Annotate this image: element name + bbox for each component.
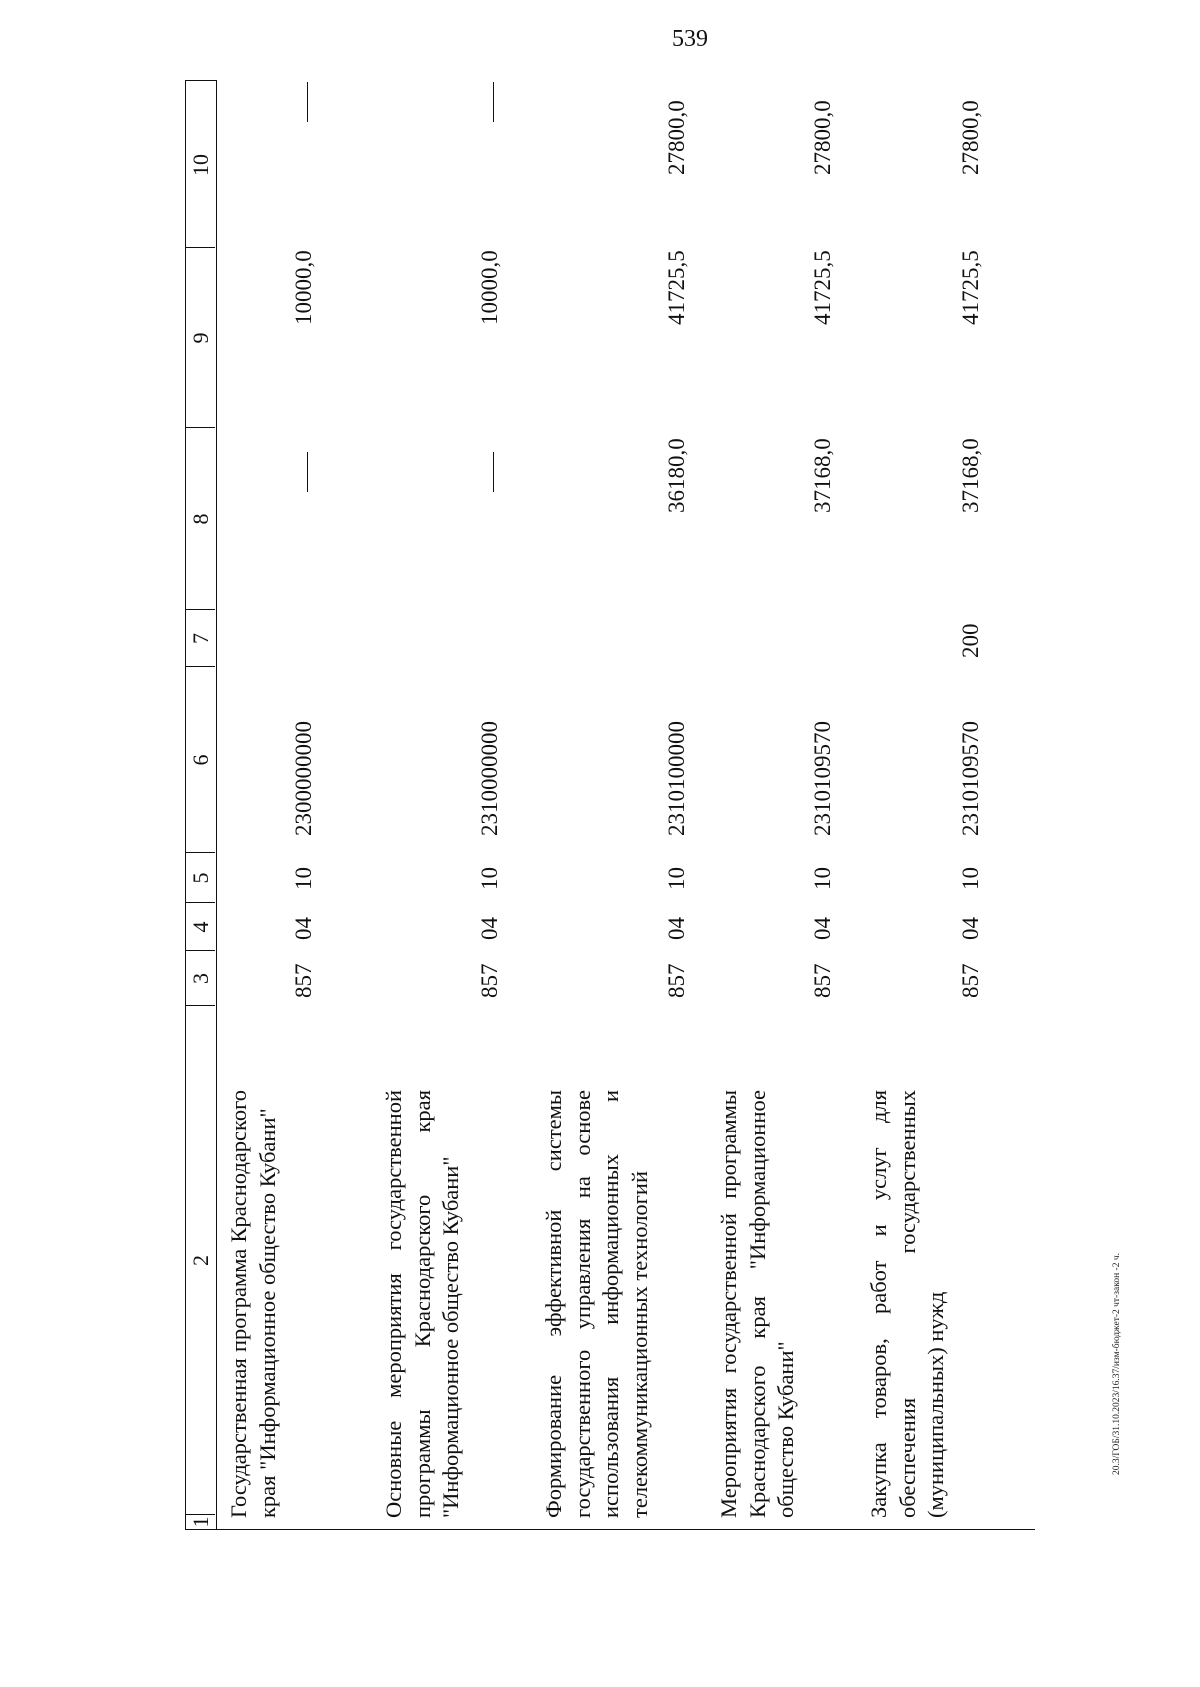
cell-col-10: 27800,0 <box>664 100 689 175</box>
cell-col-9: 10000,0 <box>291 250 316 325</box>
header-col-9: 9 <box>188 332 213 344</box>
cell-col-10-dash <box>493 82 494 122</box>
header-col-6: 6 <box>188 754 213 766</box>
row-description: Основные мероприятия государственной программы Краснодарского края "Информационное общество Кубани" <box>381 1090 463 1518</box>
cell-col-4: 04 <box>477 917 502 940</box>
table-row <box>225 80 381 1530</box>
footer-document-code: 20.3/ГОБ/31.10.2023/16.37/изм-бюджет-2 чт-закон -2 ч. <box>1112 1253 1122 1475</box>
budget-table <box>185 80 1035 1530</box>
cell-col-5: 10 <box>664 867 689 890</box>
cell-col-4: 04 <box>664 917 689 940</box>
header-col-3: 3 <box>188 973 213 984</box>
table-row <box>540 80 696 1530</box>
cell-col-8: 37168,0 <box>958 438 983 513</box>
row-description: Мероприятия государственной программы Краснодарского края "Информационное общество Кубани" <box>716 1090 798 1518</box>
page-number: 539 <box>672 26 708 52</box>
table-row <box>865 80 1021 1530</box>
cell-col-9: 41725,5 <box>664 250 689 325</box>
header-col-8: 8 <box>188 513 213 525</box>
header-col-1: 1 <box>188 1516 213 1528</box>
cell-col-6: 2310100000 <box>664 721 689 836</box>
cell-col-5: 10 <box>477 867 502 890</box>
header-col-2: 2 <box>188 1255 213 1266</box>
cell-col-3: 857 <box>664 963 689 998</box>
cell-col-4: 04 <box>958 917 983 940</box>
row-description: Государственная программа Краснодарского края "Информационное общество Кубани" <box>226 1090 280 1518</box>
cell-col-5: 10 <box>291 867 316 890</box>
table-row <box>715 80 871 1530</box>
cell-col-8-dash <box>307 452 308 492</box>
cell-col-6: 2310109570 <box>810 721 835 836</box>
table-row <box>380 80 536 1530</box>
header-col-5: 5 <box>188 872 213 884</box>
cell-col-7: 200 <box>958 623 983 658</box>
cell-col-3: 857 <box>958 963 983 998</box>
cell-col-10: 27800,0 <box>958 100 983 175</box>
cell-col-9: 41725,5 <box>958 250 983 325</box>
cell-col-5: 10 <box>958 867 983 890</box>
cell-col-3: 857 <box>810 963 835 998</box>
cell-col-4: 04 <box>291 917 316 940</box>
header-col-4: 4 <box>188 921 213 933</box>
cell-col-5: 10 <box>810 867 835 890</box>
cell-col-6: 2310109570 <box>958 721 983 836</box>
cell-col-3: 857 <box>477 963 502 998</box>
cell-col-4: 04 <box>810 917 835 940</box>
cell-col-10-dash <box>307 82 308 122</box>
table-header-row <box>185 80 217 1530</box>
header-col-7: 7 <box>188 633 213 644</box>
row-description: Закупка товаров, работ и услуг для обеспечения государственных (муниципальных) нужд <box>866 1090 948 1518</box>
cell-col-9: 10000,0 <box>477 250 502 325</box>
cell-col-3: 857 <box>291 963 316 998</box>
cell-col-8: 36180,0 <box>664 438 689 513</box>
cell-col-9: 41725,5 <box>810 250 835 325</box>
row-description: Формирование эффективной системы государственного управления на основе использования информационных и телекоммуникационных технологий <box>541 1090 652 1518</box>
cell-col-8-dash <box>493 452 494 492</box>
cell-col-6: 2300000000 <box>291 721 316 836</box>
cell-col-8: 37168,0 <box>810 438 835 513</box>
cell-col-10: 27800,0 <box>810 100 835 175</box>
header-col-10: 10 <box>188 154 213 176</box>
cell-col-6: 2310000000 <box>477 721 502 836</box>
